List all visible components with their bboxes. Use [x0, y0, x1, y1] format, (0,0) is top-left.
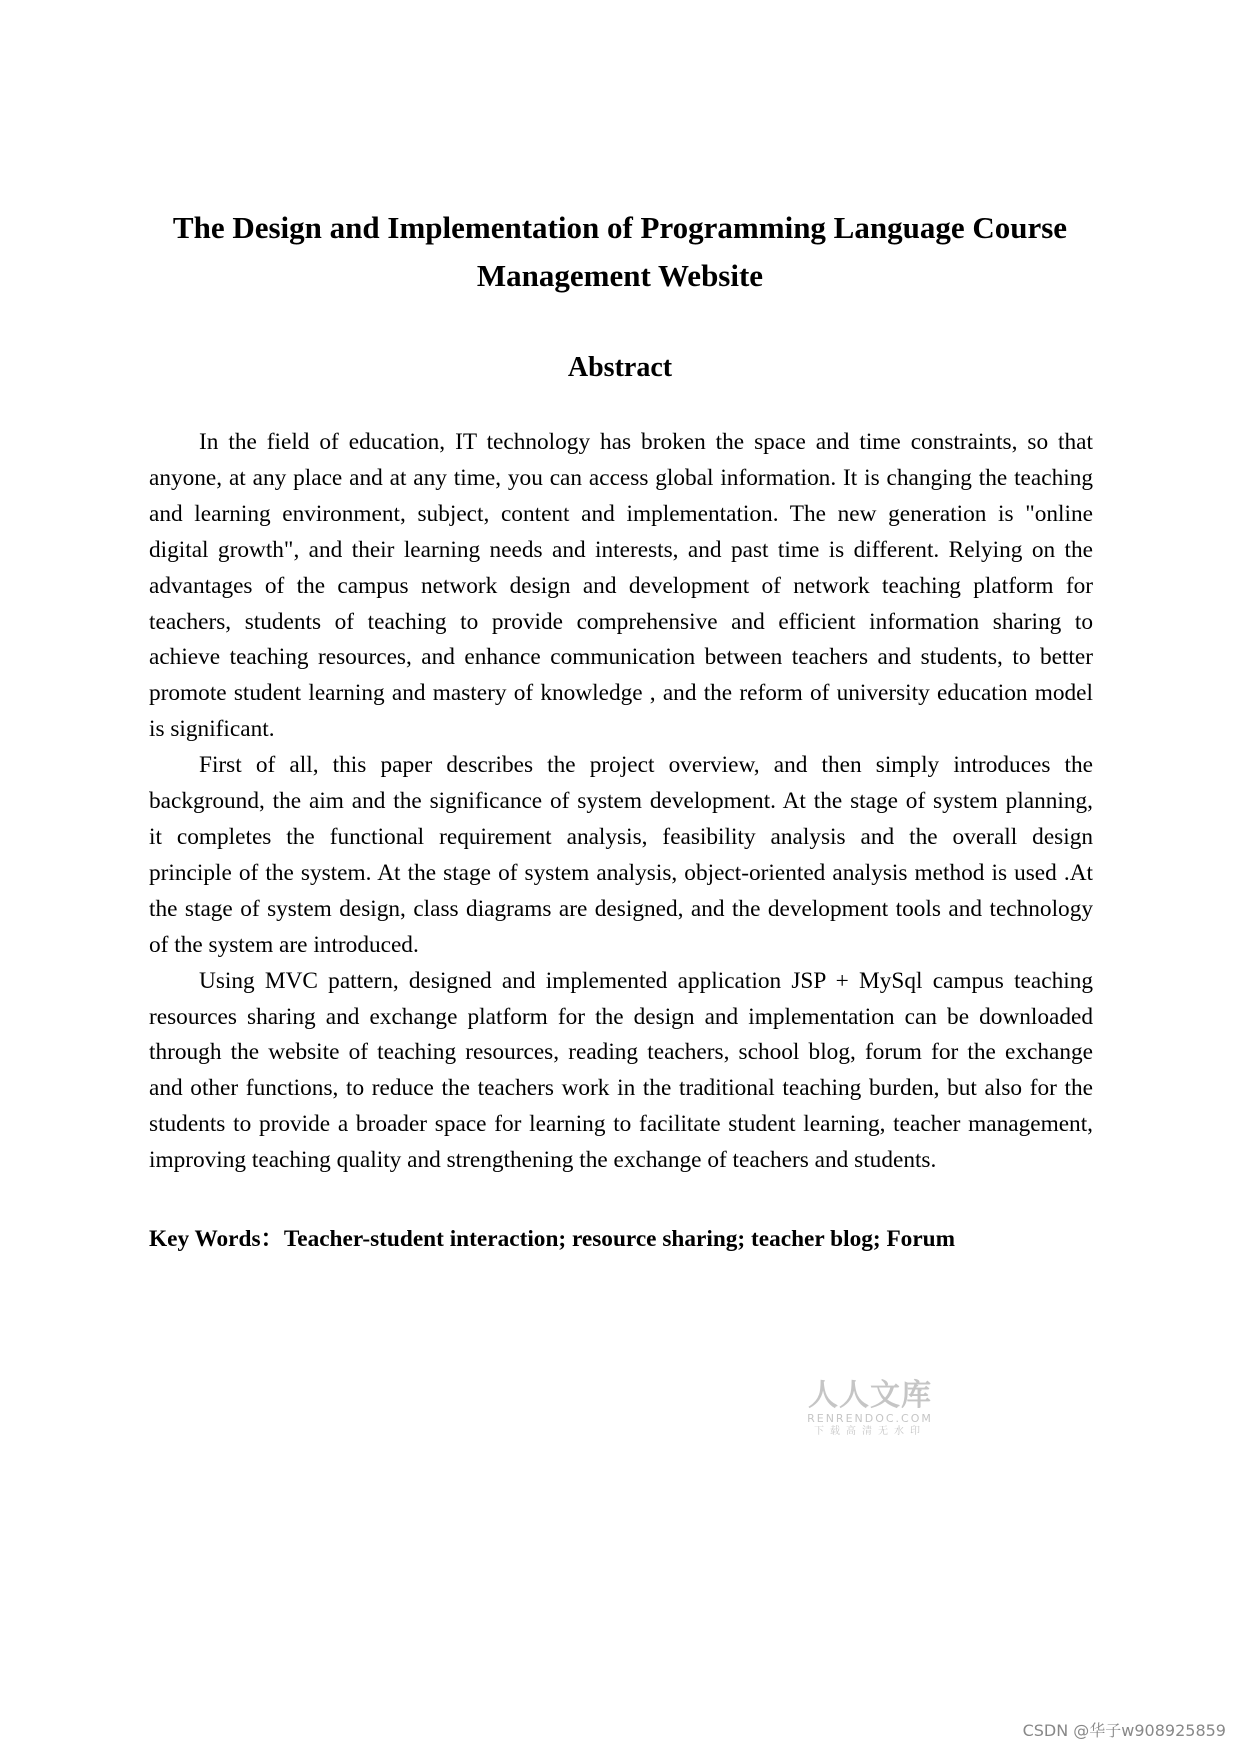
watermark-tagline: 下载高清无水印 [814, 1426, 926, 1437]
paragraph-line: it completes the functional requirement analysis, feasibility analysis and the overall design [149, 823, 1093, 850]
paragraph-line: achieve teaching resources, and enhance communication between teachers and students, to better [149, 644, 1093, 671]
title-line-2: Management Website [476, 258, 764, 293]
paragraph-line: of the system are introduced. [149, 931, 419, 958]
keywords: Key Words：Teacher-student interaction; resource sharing; teacher blog; Forum [149, 1226, 956, 1252]
paragraph-line: improving teaching quality and strengthening the exchange of teachers and students. [149, 1147, 937, 1174]
paragraph-line: promote student learning and mastery of knowledge , and the reform of university education model [149, 680, 1093, 707]
watermark-logo [800, 1380, 940, 1439]
paragraph-line: teachers, students of teaching to provide comprehensive and efficient information sharing to [149, 608, 1093, 635]
paragraph-line: students to provide a broader space for learning to facilitate student learning, teacher management, [149, 1111, 1093, 1138]
abstract-body [149, 425, 1093, 1179]
paragraph-line: principle of the system. At the stage of system analysis, object-oriented analysis method is used .At [149, 859, 1093, 886]
paragraph-line: anyone, at any place and at any time, you can access global information. It is changing the teaching [149, 464, 1093, 491]
paragraph-line: is significant. [149, 716, 275, 743]
csdn-watermark: CSDN @华子w908925859 [1022, 1721, 1226, 1740]
paragraph-line: Using MVC pattern, designed and implemented application JSP + MySql campus teaching [199, 967, 1093, 994]
paragraph-line: through the website of teaching resources, reading teachers, school blog, forum for the exchange [149, 1039, 1093, 1066]
paragraph-line: and learning environment, subject, content and implementation. The new generation is "online [149, 500, 1093, 527]
abstract-heading: Abstract [567, 352, 673, 383]
abstract-paragraph [149, 425, 1093, 748]
paragraph-line: digital growth", and their learning needs and interests, and past time is different. Relying on the [149, 536, 1093, 563]
abstract-paragraph [149, 964, 1093, 1179]
watermark-site: RENRENDOC.COM [807, 1412, 933, 1425]
paragraph-line: advantages of the campus network design and development of network teaching platform for [149, 572, 1093, 599]
watermark-cn: 人人文库 [808, 1378, 932, 1413]
paragraph-line: and other functions, to reduce the teachers work in the traditional teaching burden, but also for the [149, 1075, 1093, 1102]
paragraph-line: the stage of system design, class diagrams are designed, and the development tools and technology [149, 895, 1093, 922]
abstract-paragraph [149, 748, 1093, 963]
title-line-1: The Design and Implementation of Programming Language Course [172, 210, 1068, 245]
paragraph-line: background, the aim and the significance of system development. At the stage of system planning, [149, 788, 1093, 815]
paragraph-line: First of all, this paper describes the project overview, and then simply introduces the [199, 752, 1093, 779]
paragraph-line: resources sharing and exchange platform for the design and implementation can be downloaded [149, 1003, 1093, 1030]
document-title [0, 204, 1240, 300]
paragraph-line: In the field of education, IT technology has broken the space and time constraints, so that [199, 429, 1093, 455]
